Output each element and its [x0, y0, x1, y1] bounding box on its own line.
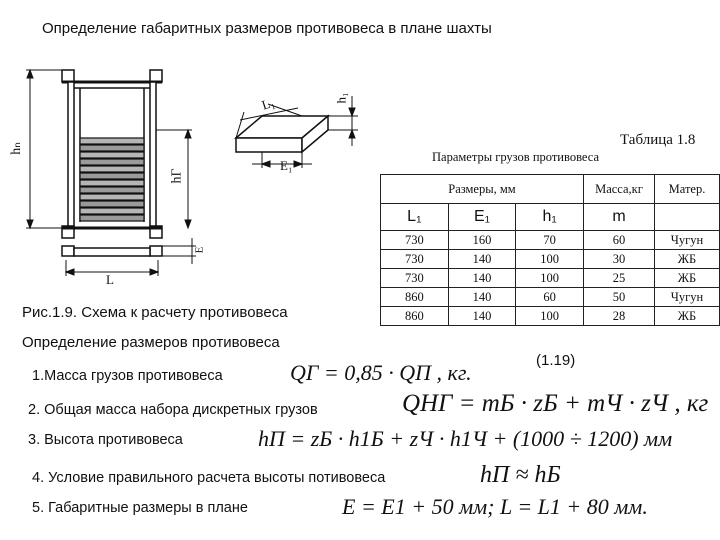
- table-cell: ЖБ: [655, 269, 720, 288]
- item-5-formula: E = E1 + 50 мм; L = L1 + 80 мм.: [342, 494, 648, 519]
- page-title: Определение габаритных размеров противовеса в плане шахты: [42, 20, 492, 37]
- item-3-formula: hП = zБ · h1Б + zЧ · h1Ч + (1000 ÷ 1200) мм: [258, 426, 673, 451]
- figure-caption: Рис.1.9. Схема к расчету противовеса: [22, 304, 288, 321]
- table-cell: 70: [516, 231, 584, 250]
- symbol-empty: [655, 204, 720, 231]
- table-header-sizes: Размеры, мм: [381, 175, 584, 204]
- symbol-h1: h₁: [516, 204, 584, 231]
- weight-plate: [80, 201, 144, 207]
- table-row: [381, 269, 720, 288]
- table-cell: 730: [381, 269, 449, 288]
- weight-plate: [80, 180, 144, 186]
- item-4-formula: hП ≈ hБ: [480, 462, 561, 488]
- weight-plate: [80, 166, 144, 172]
- table-row: [381, 288, 720, 307]
- symbol-l1: L₁: [381, 204, 449, 231]
- weight-plate: [80, 215, 144, 221]
- item-2-text: 2. Общая масса набора дискретных грузов: [28, 402, 318, 418]
- table-cell: 860: [381, 288, 449, 307]
- label-hn: hₙ: [8, 142, 24, 155]
- table-cell: Чугун: [655, 231, 720, 250]
- label-h1: h₁: [333, 92, 349, 104]
- table-cell: 140: [448, 269, 516, 288]
- table-cell: 60: [584, 231, 655, 250]
- table-cell: 860: [381, 307, 449, 326]
- table-cell: 160: [448, 231, 516, 250]
- item-2-formula: QНГ = mБ · zБ + mЧ · zЧ , кг: [402, 390, 709, 417]
- table-cell: 30: [584, 250, 655, 269]
- item-5-text: 5. Габаритные размеры в плане: [32, 500, 248, 516]
- table-cell: ЖБ: [655, 250, 720, 269]
- item-1-text: 1.Масса грузов противовеса: [32, 368, 223, 384]
- symbol-e1: E₁: [448, 204, 516, 231]
- table-row: [381, 231, 720, 250]
- table-cell: 60: [516, 288, 584, 307]
- weight-plate: [80, 208, 144, 214]
- table-cell: 140: [448, 288, 516, 307]
- table-header-row: [381, 175, 720, 204]
- item-4-text: 4. Условие правильного расчета высоты потивовеса: [32, 470, 386, 486]
- table-cell: 50: [584, 288, 655, 307]
- item-3-text: 3. Высота противовеса: [28, 432, 183, 448]
- table-header-material: Матер.: [655, 175, 720, 204]
- item-1-formula: QГ = 0,85 · QП , кг.: [290, 360, 472, 385]
- weight-plate: [80, 187, 144, 193]
- table-cell: 28: [584, 307, 655, 326]
- weight-plate: [80, 152, 144, 158]
- table-header-mass: Масса,кг: [584, 175, 655, 204]
- table-cell: 100: [516, 250, 584, 269]
- label-hr: hГ: [169, 168, 185, 184]
- weight-plate: [80, 173, 144, 179]
- table-cell: 730: [381, 250, 449, 269]
- table-title: Таблица 1.8: [620, 132, 696, 148]
- symbol-m: m: [584, 204, 655, 231]
- table-subtitle: Параметры грузов противовеса: [432, 150, 600, 164]
- weight-plate: [80, 194, 144, 200]
- section-title: Определение размеров противовеса: [22, 334, 280, 351]
- table-cell: 100: [516, 307, 584, 326]
- table-symbol-row: [381, 204, 720, 231]
- table-cell: Чугун: [655, 288, 720, 307]
- label-l: L: [106, 272, 114, 287]
- label-e1: E₁: [280, 158, 293, 173]
- weight-plate: [80, 145, 144, 151]
- weight-plate: [80, 138, 144, 144]
- table-cell: 140: [448, 250, 516, 269]
- label-e: E: [193, 246, 206, 254]
- label-l1: L₁: [259, 94, 277, 113]
- table-cell: 25: [584, 269, 655, 288]
- table-cell: ЖБ: [655, 307, 720, 326]
- table-row: [381, 250, 720, 269]
- equation-number: (1.19): [536, 352, 576, 369]
- weights-table: [380, 174, 720, 326]
- table-cell: 100: [516, 269, 584, 288]
- table-cell: 140: [448, 307, 516, 326]
- table-cell: 730: [381, 231, 449, 250]
- table-row: [381, 307, 720, 326]
- weight-plate: [80, 159, 144, 165]
